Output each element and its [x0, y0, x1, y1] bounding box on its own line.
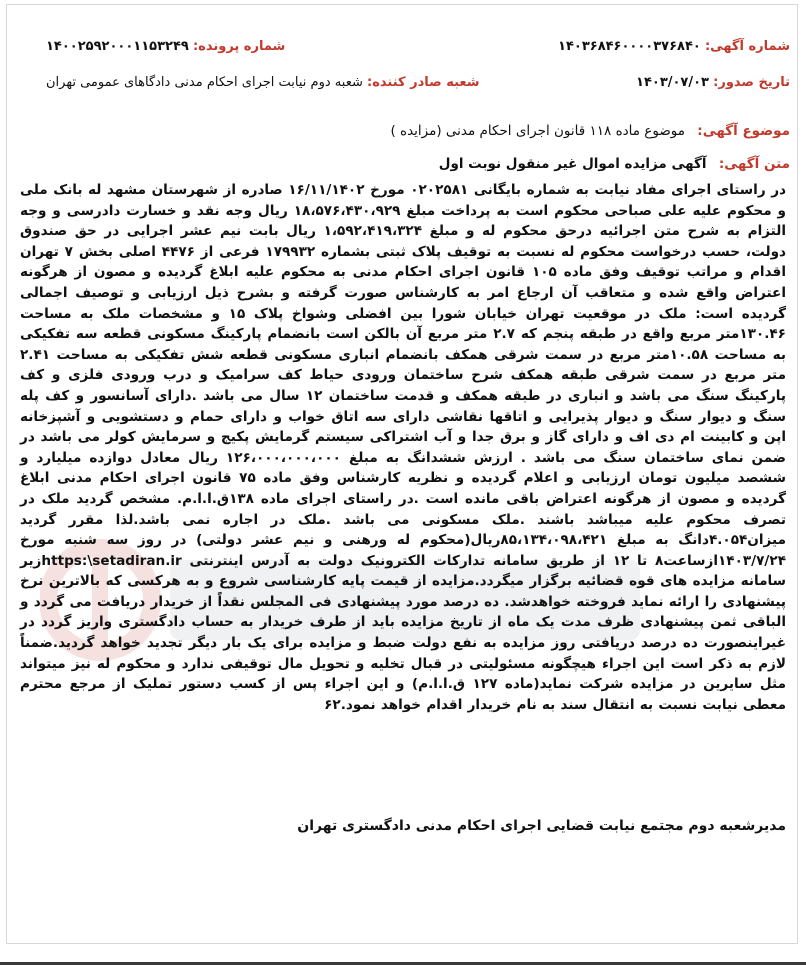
ad-number-value: ۱۴۰۳۶۸۴۶۰۰۰۰۳۷۶۸۴۰	[558, 39, 701, 54]
ad-text-row	[20, 153, 790, 175]
header-row-date-branch	[20, 72, 790, 94]
issue-date-value: ۱۴۰۳/۰۷/۰۳	[636, 75, 709, 90]
case-number-label: شماره پرونده:	[192, 39, 286, 54]
issue-date-label: تاریخ صدور:	[713, 75, 790, 90]
issuing-branch	[46, 72, 480, 94]
ad-text-title: آگهی مزایده اموال غیر منقول نوبت اول	[438, 156, 707, 172]
case-number	[46, 36, 285, 58]
case-number-value: ۱۴۰۰۲۵۹۲۰۰۰۱۱۵۳۲۴۹	[46, 39, 189, 54]
subject-row	[20, 120, 790, 142]
subject-value: موضوع ماده ۱۱۸ قانون اجرای احکام مدنی (مزایده )	[390, 123, 685, 139]
issue-date	[636, 72, 790, 94]
issuing-branch-label: شعبه صادر کننده:	[367, 75, 480, 90]
ad-number	[558, 36, 790, 58]
footer-divider	[0, 962, 806, 965]
ad-body-text: در راستای اجرای مفاد نیابت به شماره بایگانی ۰۲۰۲۵۸۱ مورخ ۱۶/۱۱/۱۴۰۲ صادره از شهرستان مشهد له بانک ملی و محکوم علیه علی صباحی محکوم است به پرداخت مبلغ ۱۸،۵۷۶،۴۳۰،۹۲۹ ریال وجه نقد و خسارت دادرسی و وجه التزام به شرح متن اجرائیه درحق محکوم له و مبلغ ۱،۵۹۲،۴۱۹،۳۲۴ ریال بابت نیم عشر اجرایی در حق صندوق دولت، حسب درخواست محکوم له نسبت به توقیف پلاک ثبتی بشماره ۱۷۹۹۳۲ فرعی از ۴۴۷۶ اصلی بخش ۷ تهران اقدام و مراتب توقیف وفق ماده ۱۰۵ قانون اجرای احکام مدنی به محکوم علیه ابلاغ گردیده و مصون از هرگونه اعتراض واقع شده و متعاقب آن ارجاع امر به کارشناس صورت گرفته و بشرح ذیل ارزیابی و توصیف اجمالی گردیده است: ملک در موقعیت تهران خیابان شورا بین افضلی وشواخ پلاک ۱۵ و مشخصات ملک به مساحت ۱۳۰.۴۶متر مربع واقع در طبقه پنجم که ۲.۷ متر مربع آن بالکن است بانضمام پارکینگ مسکونی قطعه سه تفکیکی به مساحت ۱۰.۵۸متر مربع در سمت شرقی همکف بانضمام انباری مسکونی قطعه شش تفکیکی به مساحت ۲.۴۱ متر مربع در سمت شرقی طبقه همکف شرح ساختمان ورودی حیاط کف سرامیک و درب ورودی فلزی و کف پارکینگ سنگ می باشد و انباری در طبقه همکف و قدمت ساختمان ۱۲ سال می باشد .دارای آسانسور و کف پله سنگ و دیوار سنگ و دیوار پذیرایی و اتاقها نقاشی دارای سه اتاق خواب و دارای حمام و دستشویی و آشپزخانه اپن و کابینت ام دی اف و دارای گاز و برق جدا و آب اشتراکی سیستم گرمایش پکیج و سرمایش کولر می باشد در ضمن نمای ساختمان سنگ می باشد . ارزش ششدانگ به مبلغ ۱۲۶،۰۰۰،۰۰۰،۰۰۰ ریال معادل دوازده میلیارد و ششصد میلیون تومان ارزیابی و اعلام گردیده و نظریه کارشناس وفق ماده ۷۵ قانون اجرای احکام مدنی ابلاغ گردیده و مصون از هرگونه اعتراض باقی مانده است .در راستای اجرای ماده ۱۳۸ق.ا.ا.م. مشخص گردید ملک در تصرف محکوم علیه میباشد باشند .ملک مسکونی می باشد .ملک در اجاره نمی باشد.لذا مقرر گردید میزان۴.۰۵۴دانگ به مبلغ ۸۵،۱۳۴،۰۹۸،۴۲۱ریال(محکوم له ورهنی و نیم عشر دولتی) در روز سه شنبه مورخ ۱۴۰۳/۷/۲۴ازساعت۸ تا ۱۲ از طریق سامانه تدارکات الکترونیک دولت به آدرس اینترنتی https:\setadiran.irزیر سامانه مزایده های قوه قضائیه برگزار میگردد.مزایده از قیمت پایه کارشناسی شروع و به هرکسی که بالاترین نرخ پیشنهادی را ارائه نماید فروخته خواهدشد. ده درصد مورد پیشنهادی فی المجلس نقداً از خریدار دریافت می گردد و الباقی ثمن پیشنهادی ظرف مدت یک ماه از تاریخ مزایده باید از طرف خریدار به حساب دادگستری واریز گردد در غیراینصورت ده درصد دریافتی روز مزایده به نفع دولت ضبط و مزایده برای یک بار دیگر تجدید خواهد گردید.ضمناً لازم به ذکر است این اجراء هیچگونه مسئولیتی در قبال تخلیه و تحویل مال توقیفی ندارد و محکوم له نیز میتواند مثل سایرین در مزایده شرکت نماید(ماده ۱۲۷ ق.ا.ا.م) و این اجراء پس از کسب دستور تملیک از مرجع محترم معطی نیابت نسبت به انتقال سند به نام خریدار اقدام خواهد نمود.۶۲	[20, 182, 787, 713]
header-row-numbers	[20, 36, 790, 58]
issuing-branch-value: شعبه دوم نیابت اجرای احکام مدنی دادگاهای عمومی تهران	[46, 75, 363, 90]
ad-text-label: متن آگهی:	[718, 156, 790, 172]
ad-number-label: شماره آگهی:	[704, 39, 790, 54]
signature-line: مدیرشعبه دوم مجتمع نیابت قضایی اجرای احکام مدنی دادگستری تهران	[297, 818, 786, 834]
subject-label: موضوع آگهی:	[697, 123, 790, 139]
